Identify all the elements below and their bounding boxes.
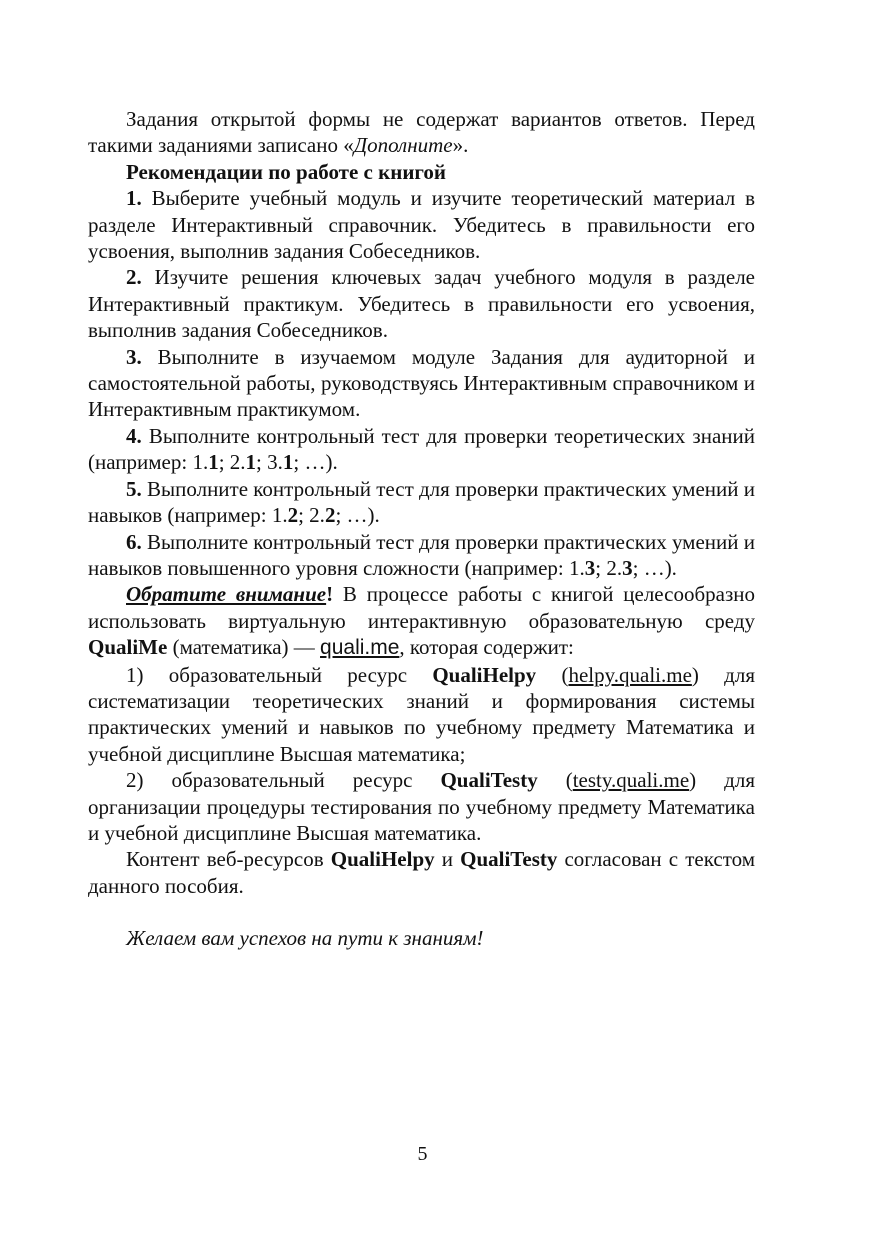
item-text: Выполните контрольный тест для проверки практических умений и навыков повышенного уровня сложности (например: 1. xyxy=(88,529,755,580)
recommendation-3 xyxy=(88,344,755,423)
item-text: Выполните контрольный тест для проверки практических умений и навыков (например: 1. xyxy=(88,476,755,528)
resource-text: 1) образовательный ресурс xyxy=(126,662,433,687)
attention-text: В процессе работы с книгой целесообразно использовать виртуальную интерактивную образовательную среду xyxy=(88,582,755,633)
intro-fill-in-word: Дополните xyxy=(353,133,453,158)
resource-text: ( xyxy=(537,768,573,793)
agreement-text: Контент веб-ресурсов xyxy=(126,847,331,872)
recommendation-5 xyxy=(88,476,755,529)
recommendation-2 xyxy=(88,264,755,343)
testy-link[interactable]: testy.quali.me xyxy=(572,768,690,793)
example-digit: 1 xyxy=(208,450,219,475)
brand-qualime: QualiMe xyxy=(88,635,168,660)
brand-qualitesty: QualiTesty xyxy=(440,768,538,793)
resource-1-paragraph xyxy=(88,662,755,768)
item-text: ; …). xyxy=(335,503,380,528)
item-number: 4. xyxy=(126,423,142,448)
example-digit: 3 xyxy=(622,555,633,580)
recommendation-4 xyxy=(88,423,755,476)
item-text: Изучите решения ключевых задач учебного модуля в разделе Интерактивный практикум. Убедитесь в правильности его усвоения, выполнив задания Собеседников. xyxy=(88,265,755,343)
item-number: 5. xyxy=(126,476,142,501)
closing-wish: Желаем вам успехов на пути к знаниям! xyxy=(126,926,484,951)
intro-paragraph xyxy=(88,106,755,159)
item-text: ; 2. xyxy=(595,555,623,580)
attention-label: Обратите внимание xyxy=(126,582,327,607)
item-number: 1. xyxy=(126,186,142,211)
brand-qualihelpy: QualiHelpy xyxy=(432,662,537,687)
helpy-link[interactable]: helpy.quali.me xyxy=(568,662,692,687)
example-digit: 2 xyxy=(324,503,336,528)
resource-text: ) для организации процедуры тестирования по учебному предмету Математика и учебной дисциплине Высшая математика. xyxy=(88,768,755,845)
item-number: 6. xyxy=(126,529,142,554)
brand-qualitesty: QualiTesty xyxy=(460,847,558,872)
item-text: Выберите учебный модуль и изучите теоретический материал в разделе Интерактивный справочник. Убедитесь в правильности его усвоения, выполнив задания Собеседников. xyxy=(88,186,755,264)
resource-text: ) для систематизации теоретических знаний и формирования системы практических умений и навыков по учебному предмету Математика и учебной дисциплине Высшая математика; xyxy=(88,662,755,766)
item-number: 2. xyxy=(126,265,142,290)
example-digit: 2 xyxy=(287,503,299,528)
item-text: Выполните контрольный тест для проверки теоретических знаний (например: 1. xyxy=(88,423,755,475)
item-text: ; 3. xyxy=(256,450,283,475)
item-text: ; 2. xyxy=(298,503,325,528)
resource-2-paragraph xyxy=(88,767,755,846)
content-agreement-paragraph xyxy=(88,846,755,899)
attention-exclamation: ! xyxy=(326,582,334,607)
item-text: ; …). xyxy=(293,450,338,475)
recommendation-6 xyxy=(88,529,755,582)
resource-text: 2) образовательный ресурс xyxy=(126,768,441,793)
qualime-link[interactable]: quali.me xyxy=(320,636,400,660)
attention-text: (математика) — xyxy=(167,635,321,660)
item-text: ; …). xyxy=(632,555,677,580)
intro-text: Задания открытой формы не содержат вариантов ответов. Перед такими заданиями записано « xyxy=(88,107,755,158)
attention-paragraph xyxy=(88,581,755,661)
agreement-text: согласован с текстом данного пособия. xyxy=(88,847,756,898)
brand-qualihelpy: QualiHelpy xyxy=(330,847,435,872)
agreement-text: и xyxy=(434,847,461,872)
recommendation-1 xyxy=(88,185,755,264)
item-text: ; 2. xyxy=(218,450,246,475)
example-digit: 1 xyxy=(282,450,294,475)
page-body xyxy=(88,106,755,952)
attention-text: , которая содержит: xyxy=(399,635,574,660)
section-heading: Рекомендации по работе с книгой xyxy=(126,159,447,184)
resource-text: ( xyxy=(536,662,569,687)
item-number: 3. xyxy=(126,344,142,369)
intro-text-end: ». xyxy=(452,133,469,158)
item-text: Выполните в изучаемом модуле Задания для аудиторной и самостоятельной работы, руководствуясь Интерактивным справочником и Интерактивным практикумом. xyxy=(88,344,755,422)
example-digit: 1 xyxy=(245,450,257,475)
example-digit: 3 xyxy=(584,555,596,580)
page-number: 5 xyxy=(417,1143,428,1165)
